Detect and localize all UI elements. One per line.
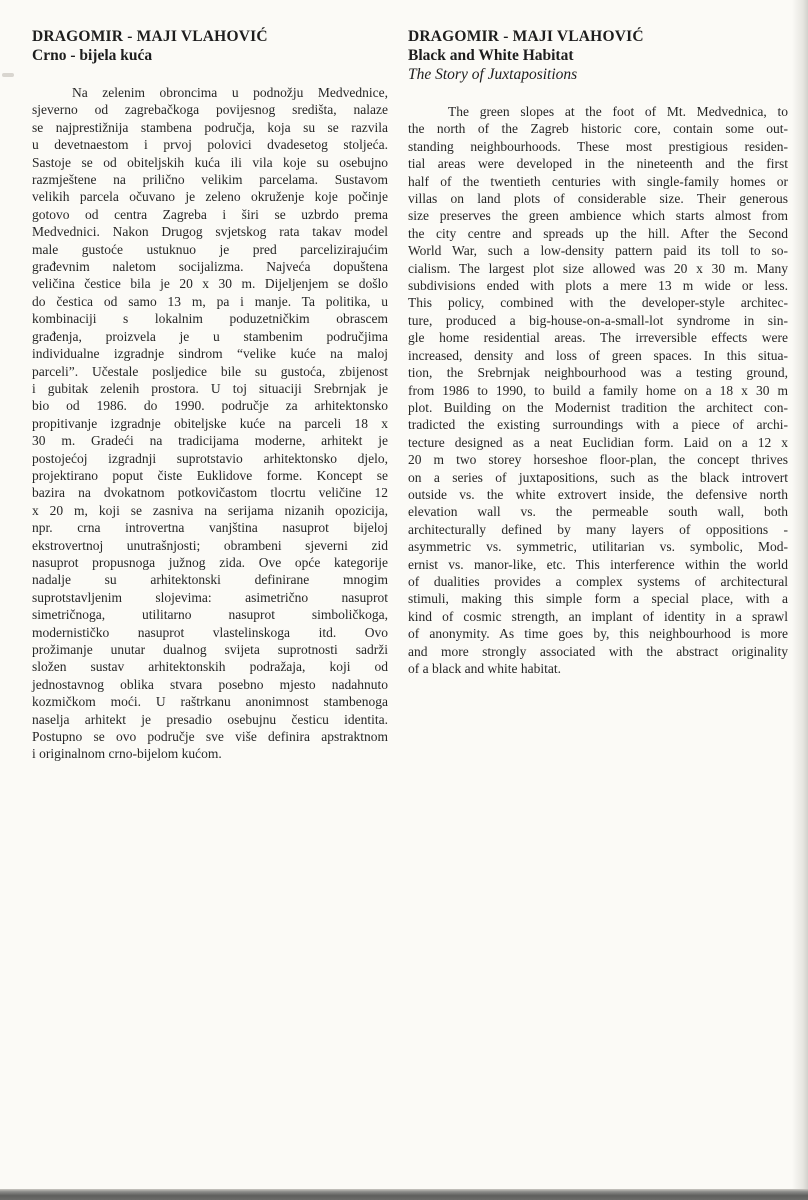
- text-line: sjeverno od zagrebačkoga povijesnog središta, nalaze: [32, 102, 388, 118]
- article-subtitle-story: The Story of Juxtapositions: [408, 66, 578, 83]
- text-line: npr. crna introvertna vanjština nasuprot bijeloj: [32, 520, 388, 536]
- article-subtitle-english: Black and White Habitat: [408, 47, 574, 64]
- article-title-croatian: DRAGOMIR - MAJI VLAHOVIĆ: [32, 28, 268, 45]
- text-line: stimuli, making this simple form a special place, with a: [408, 591, 788, 607]
- text-line: tradicted the existing surroundings with a piece of archi-: [408, 417, 788, 433]
- scan-edge-band: [0, 1189, 808, 1200]
- body-text-english: [408, 103, 788, 677]
- text-line: gotovo od centra Zagreba i širi se uzbrdo prema: [32, 206, 388, 222]
- text-line: gle home residential areas. The irreversible effects were: [408, 330, 788, 346]
- text-line: tial areas were developed in the nineteenth and the first: [408, 156, 788, 172]
- text-line: bazira na dvokatnom potkovičastom tlocrtu veličine 12: [32, 485, 388, 501]
- scan-speck: [2, 73, 14, 77]
- text-line: projektirano poput čiste Euklidove forme. Koncept se: [32, 467, 388, 483]
- text-line: half of the twentieth centuries with single-family homes or: [408, 173, 788, 189]
- text-line: and more strongly associated with the abstract originality: [408, 643, 788, 659]
- text-line: do čestica od samo 13 m, pa i manje. Ta politika, u: [32, 293, 388, 309]
- text-line: velikih parcela očuvano je zeleno okruženje koje počinje: [32, 189, 388, 205]
- text-line: Medvednici. Nakon Drugog svjetskog rata takav model: [32, 224, 388, 240]
- text-line: nasuprot propusnoga južnog zida. Ove opće kategorije: [32, 554, 388, 570]
- text-line: World War, such a low-density pattern paid its toll to so-: [408, 243, 788, 259]
- croatian-column: [32, 27, 388, 763]
- text-line: Na zelenim obroncima u podnožju Medvednice,: [72, 85, 388, 100]
- text-line: složen sustav arhitektonskih podražaja, koji od: [32, 659, 388, 675]
- text-line: ekstrovertnoj unutrašnjosti; obrambeni sjeverni zid: [32, 537, 388, 553]
- text-line: propitivanje izgradnje obiteljske kuće na parceli 18 x: [32, 415, 388, 431]
- text-line: ture, produced a big-house-on-a-small-lot syndrome in sin-: [408, 312, 788, 328]
- text-line: prožimanje unutar dualnog svijeta suprotnosti sadrži: [32, 642, 388, 657]
- text-line: se najprestižnija stambena područja, koja su se razvila: [32, 119, 388, 135]
- text-line: male gustoće ustuknuo je pred parcelizirajućim: [32, 241, 388, 257]
- text-line: villas on land plots of considerable size. Their generous: [408, 191, 788, 207]
- text-line: architecturally defined by many layers of oppositions -: [408, 521, 788, 537]
- text-line: plot. Building on the Modernist tradition the architect con-: [408, 399, 788, 415]
- text-line: of dualities provides a complex systems of architectural: [408, 573, 788, 589]
- text-line: veličina čestice bila je 20 x 30 m. Dijeljenjem se došlo: [32, 276, 388, 292]
- text-line: outside vs. the white extrovert inside, the defensive north: [408, 486, 788, 502]
- text-line: individualne izgradnje sindrom “velike kuće na maloj: [32, 346, 388, 362]
- text-line: Postupno se ovo područje sve više definira apstraktnom: [32, 729, 388, 745]
- text-line: from 1986 to 1990, to build a family home on a 18 x 30 m: [408, 382, 788, 398]
- text-line: razmještene na prilično velikim parcelama. Sustavom: [32, 172, 388, 188]
- text-line: 20 m two storey horseshoe floor-plan, the concept thrives: [408, 452, 788, 468]
- text-line: the north of the Zagreb historic core, contain some out-: [408, 121, 788, 137]
- text-line: i gubitak zelenih prostora. U toj situaciji Srebrnjak je: [32, 380, 388, 396]
- text-line: of a black and white habitat.: [408, 661, 561, 676]
- text-line: u devetnaestom i prvoj polovici dvadesetog stoljeća.: [32, 137, 388, 153]
- text-line: i originalnom crno-bijelom kućom.: [32, 746, 222, 762]
- text-line: kombinaciji s lokalnim poduzetničkim obrascem: [32, 311, 388, 327]
- text-line: This policy, combined with the developer-style architec-: [408, 295, 788, 311]
- article-subtitle-croatian: Crno - bijela kuća: [32, 47, 153, 64]
- text-line: increased, density and loss of green spaces. In this situa-: [408, 347, 788, 363]
- text-line: standing neighbourhoods. These most prestigious residen-: [408, 138, 788, 154]
- text-line: elevation wall vs. the permeable south wall, both: [408, 504, 788, 520]
- text-line: suprotstavljenim slojevima: asimetrično nasuprot: [32, 589, 388, 605]
- text-line: modernističko nasuprot vlastelinskoga itd. Ovo: [32, 624, 388, 640]
- article-title-english: DRAGOMIR - MAJI VLAHOVIĆ: [408, 28, 644, 45]
- text-line: parceli”. Učestale posljedice bile su gustoća, zbijenost: [32, 363, 388, 379]
- text-line: Sastoje se od obiteljskih kuća ili vila koje su osebujno: [32, 154, 388, 170]
- text-line: x 20 m, koji se zasniva na serijama nizanih opozicija,: [32, 502, 388, 518]
- text-line: cialism. The largest plot size allowed was 20 x 30 m. Many: [408, 260, 788, 276]
- text-line: kind of cosmic strength, an implant of identity in a sprawl: [408, 608, 788, 624]
- text-line: on a series of juxtapositions, such as the black introvert: [408, 469, 788, 485]
- text-line: ernist vs. manor-like, etc. This interference within the world: [408, 556, 788, 572]
- text-line: nadalje su arhitektonski definirane mnogim: [32, 572, 388, 588]
- text-line: of anonymity. As time goes by, this neighbourhood is more: [408, 626, 788, 642]
- text-line: asymmetric vs. symmetric, utilitarian vs. symbolic, Mod-: [408, 539, 788, 555]
- text-line: tion, the Srebrnjak neighbourhood was a testing ground,: [408, 365, 788, 381]
- body-text-croatian: [32, 84, 388, 763]
- text-line: The green slopes at the foot of Mt. Medvednica, to: [448, 104, 788, 119]
- text-line: postojećoj izgradnji suprotstavio arhitektonsko djelo,: [32, 450, 388, 466]
- text-line: kozmičkom moći. U raštrkanu anonimnost stambenoga: [32, 694, 388, 710]
- text-line: građevnim naletom socijalizma. Najveća dopuštena: [32, 259, 388, 275]
- text-line: subdivisions ended with plots a mere 13 m wide or less.: [408, 278, 788, 294]
- text-line: simetričnoga, utilitarno nasuprot simboličkoga,: [32, 607, 388, 623]
- text-line: the city centre and spreads up the hill. After the Second: [408, 225, 788, 241]
- text-line: građenja, proizvela je u stambenim područjima: [32, 328, 388, 344]
- english-column: [408, 27, 788, 677]
- text-line: jednostavnog oblika stvara posebno mjesto nadahnuto: [32, 676, 388, 692]
- scan-edge-shadow: [792, 0, 808, 1200]
- text-line: size preserves the green ambience which starts almost from: [408, 208, 788, 224]
- text-line: tecture designed as a neat Euclidian form. Laid on a 12 x: [408, 434, 788, 450]
- text-line: 30 m. Gradeći na tradicijama moderne, arhitekt je: [32, 433, 388, 449]
- text-line: naselja arhitekt je presadio osebujnu česticu identita.: [32, 711, 388, 727]
- text-line: bio od 1986. do 1990. područje za arhitektonsko: [32, 398, 388, 414]
